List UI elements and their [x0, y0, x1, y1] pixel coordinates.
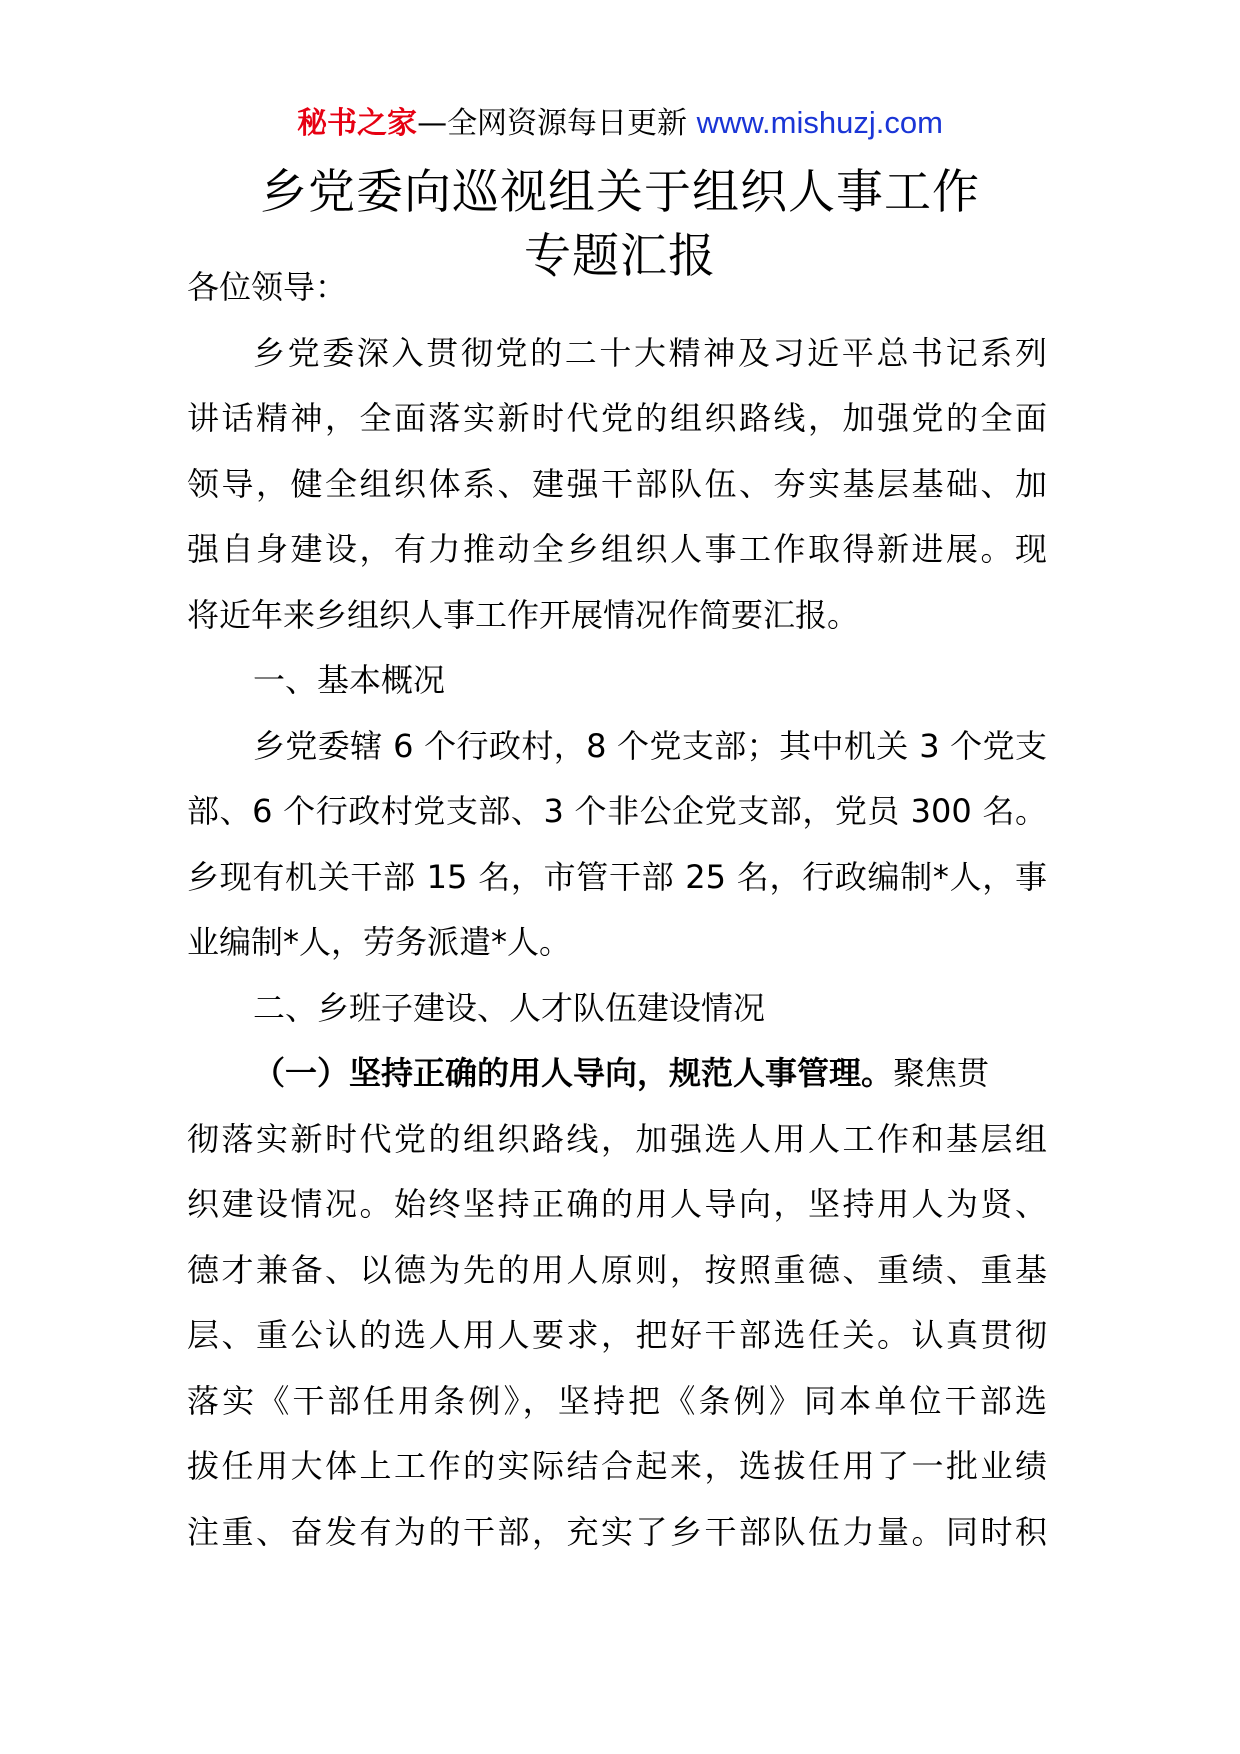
paragraph-line: 领导，健全组织体系、建强干部队伍、夯实基层基础、加 [187, 464, 1047, 503]
paragraph-line: 将近年来乡组织人事工作开展情况作简要汇报。 [187, 595, 860, 634]
brand-name: 秘书之家 [297, 106, 418, 141]
site-url-link[interactable]: www.mishuzj.com [696, 105, 943, 140]
paragraph-line: 部、6 个行政村党支部、3 个非公企党支部，党员 300 名。 [187, 792, 1047, 830]
paragraph-line: 落实《干部任用条例》，坚持把《条例》同本单位干部选 [187, 1381, 1047, 1420]
paragraph-line: 拔任用大体上工作的实际结合起来，选拔任用了一批业绩 [187, 1447, 1047, 1485]
document-title-line-2: 专题汇报 [524, 229, 716, 284]
watermark-header [0, 100, 1240, 147]
paragraph-line: 德才兼备、以德为先的用人原则，按照重德、重绩、重基 [187, 1250, 1047, 1289]
subsection-heading: （一）坚持正确的用人导向，规范人事管理。 [253, 1054, 894, 1092]
paragraph-line: 乡现有机关干部 15 名，市管干部 25 名，行政编制*人，事 [187, 857, 1047, 896]
document-title-line-1: 乡党委向巡视组关于组织人事工作 [260, 165, 980, 220]
paragraph-line: 乡党委深入贯彻党的二十大精神及习近平总书记系列 [253, 333, 1047, 372]
subsection-line [187, 1040, 1047, 1106]
section-heading: 一、基本概况 [253, 661, 446, 699]
paragraph-line: 注重、奋发有为的干部，充实了乡干部队伍力量。同时积 [187, 1512, 1047, 1551]
salutation: 各位领导： [187, 268, 348, 306]
paragraph-line: 彻落实新时代党的组织路线，加强选人用人工作和基层组 [187, 1119, 1047, 1158]
paragraph-line: 讲话精神，全面落实新时代党的组织路线，加强党的全面 [187, 399, 1047, 437]
paragraph-line: 乡党委辖 6 个行政村，8 个党支部；其中机关 3 个党支 [253, 726, 1047, 765]
section-heading: 二、乡班子建设、人才队伍建设情况 [253, 988, 766, 1027]
document-body [187, 254, 1047, 1564]
paragraph-line: 织建设情况。始终坚持正确的用人导向，坚持用人为贤、 [187, 1185, 1047, 1223]
paragraph-text: 聚焦贯 [893, 1054, 990, 1092]
paragraph-line: 强自身建设，有力推动全乡组织人事工作取得新进展。现 [187, 530, 1047, 568]
paragraph-line: 业编制*人，劳务派遣*人。 [187, 923, 572, 961]
paragraph-line: 层、重公认的选人用人要求，把好干部选任关。认真贯彻 [187, 1316, 1047, 1354]
header-tagline: —全网资源每日更新 [417, 106, 688, 141]
